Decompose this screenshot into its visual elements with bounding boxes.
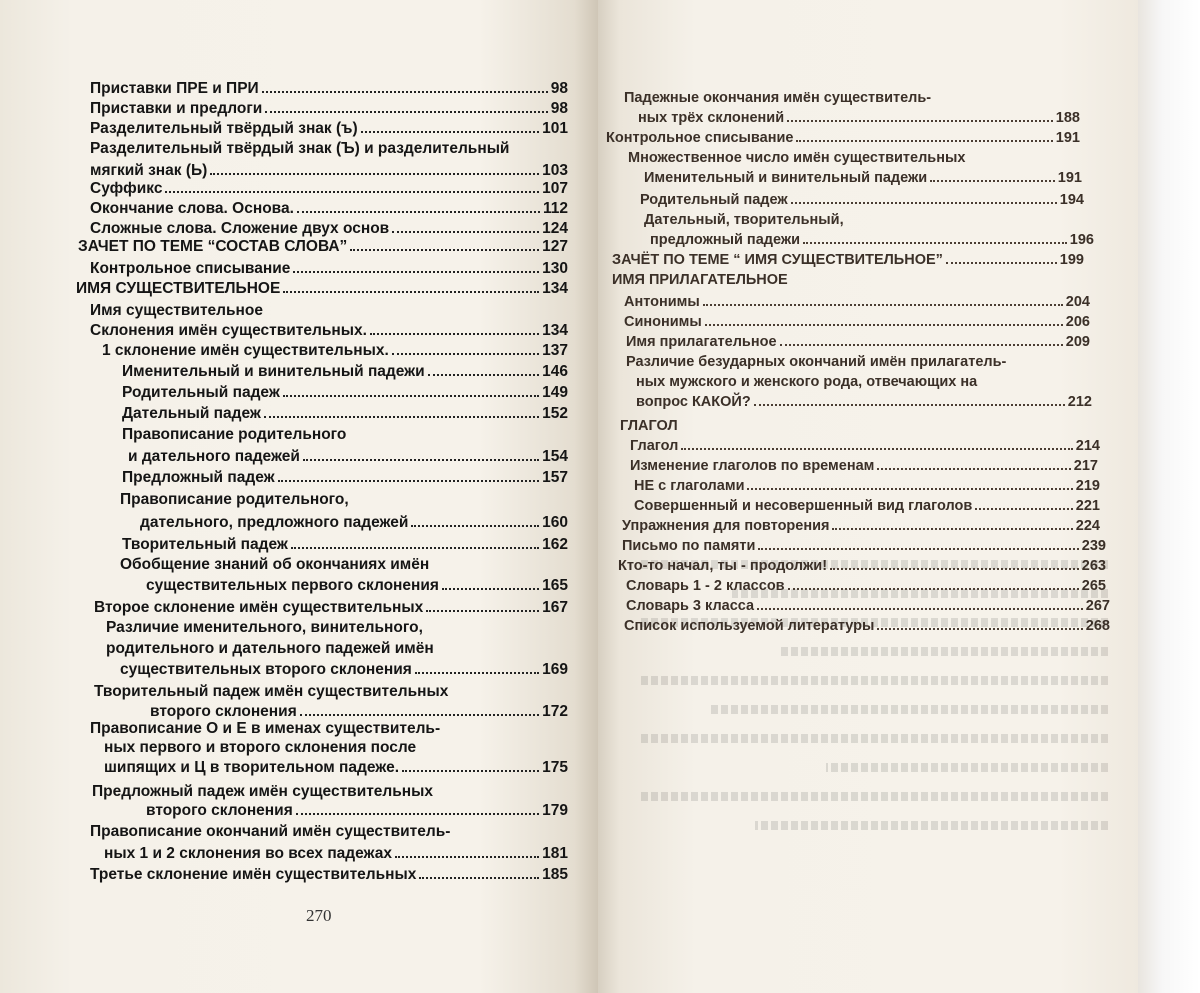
toc-entry xyxy=(146,800,568,821)
dot-leader xyxy=(747,488,1072,490)
toc-entry xyxy=(626,332,1090,353)
toc-entry xyxy=(626,576,1106,597)
toc-entry-title: Совершенный и несовершенный вид глаголов xyxy=(634,498,973,514)
toc-entry-title: Контрольное списывание xyxy=(606,130,794,146)
toc-entry xyxy=(644,210,844,231)
toc-entry xyxy=(90,178,568,199)
dot-leader xyxy=(283,395,539,397)
dot-leader xyxy=(930,180,1055,182)
toc-entry xyxy=(120,554,429,575)
right-page xyxy=(598,0,1138,993)
toc-entry-title: Письмо по памяти xyxy=(622,538,756,554)
toc-entry-title: Список используемой литературы xyxy=(624,618,875,634)
toc-entry-page: 107 xyxy=(542,180,568,197)
toc-entry-page: 101 xyxy=(542,120,568,137)
dot-leader xyxy=(411,525,539,527)
toc-entry-page: 127 xyxy=(542,238,568,255)
toc-entry xyxy=(94,681,448,702)
toc-entry-title: мягкий знак (Ь) xyxy=(90,162,208,179)
toc-entry-title: Различие безударных окончаний имён прилагатель- xyxy=(626,354,1007,370)
toc-entry-page: 103 xyxy=(542,162,568,179)
toc-entry xyxy=(106,617,423,638)
dot-leader xyxy=(703,304,1063,306)
dot-leader xyxy=(278,480,540,482)
toc-entry xyxy=(122,382,568,403)
toc-entry-title: Сложные слова. Сложение двух основ xyxy=(90,220,390,237)
toc-entry-title: НЕ с глаголами xyxy=(634,478,745,494)
toc-entry-page: 267 xyxy=(1085,598,1110,614)
toc-entry xyxy=(104,737,416,758)
toc-entry-page: 221 xyxy=(1075,498,1100,514)
toc-entry-page: 154 xyxy=(542,448,568,465)
dot-leader xyxy=(426,610,539,612)
toc-entry xyxy=(78,236,568,257)
dot-leader xyxy=(419,877,539,879)
dot-leader xyxy=(877,468,1070,470)
toc-entry-page: 134 xyxy=(542,280,568,297)
toc-entry-title: Второе склонение имён существительных xyxy=(94,599,424,616)
toc-entry xyxy=(624,292,1090,313)
left-page xyxy=(0,0,598,993)
toc-entry-title: Дательный, творительный, xyxy=(644,212,844,228)
toc-entry-title: Имя существительное xyxy=(90,302,263,319)
toc-entry xyxy=(94,597,568,618)
dot-leader xyxy=(877,628,1082,630)
toc-entry-page: 146 xyxy=(542,363,568,380)
toc-entry xyxy=(636,392,1092,413)
dot-leader xyxy=(442,588,539,590)
toc-entry xyxy=(622,536,1106,557)
toc-entry xyxy=(122,534,568,555)
toc-entry-title: Третье склонение имён существительных xyxy=(90,866,417,883)
toc-entry-page: 137 xyxy=(542,342,568,359)
dot-leader xyxy=(264,416,539,418)
toc-entry xyxy=(104,843,568,864)
toc-entry-title: второго склонения xyxy=(150,703,297,720)
toc-entry-title: Имя прилагательное xyxy=(626,334,777,350)
toc-entry-title: Приставки и предлоги xyxy=(90,100,263,117)
toc-entry-page: 175 xyxy=(542,759,568,776)
dot-leader xyxy=(415,672,539,674)
dot-leader xyxy=(787,120,1053,122)
toc-entry-page: 112 xyxy=(542,200,568,217)
dot-leader xyxy=(754,404,1065,406)
toc-entry xyxy=(90,98,568,119)
toc-entry xyxy=(612,250,1084,271)
toc-entry xyxy=(128,446,568,467)
toc-entry-page: 169 xyxy=(542,661,568,678)
dot-leader xyxy=(757,608,1083,610)
dot-leader xyxy=(395,856,539,858)
dot-leader xyxy=(300,714,539,716)
dot-leader xyxy=(392,231,539,233)
toc-entry xyxy=(612,270,788,291)
toc-entry-title: ных 1 и 2 склонения во всех падежах xyxy=(104,845,392,862)
toc-entry-title: существительных второго склонения xyxy=(120,661,412,678)
toc-entry xyxy=(122,467,568,488)
dot-leader xyxy=(165,191,539,193)
toc-entry xyxy=(644,168,1082,189)
toc-entry-title: Родительный падеж xyxy=(122,384,280,401)
dot-leader xyxy=(392,353,539,355)
toc-entry-page: 172 xyxy=(542,703,568,720)
toc-entry-title: ных трёх склонений xyxy=(638,110,785,126)
dot-leader xyxy=(830,568,1079,570)
toc-entry-page: 239 xyxy=(1081,538,1106,554)
toc-entry xyxy=(622,516,1100,537)
toc-entry xyxy=(638,108,1080,129)
toc-entry-title: Окончание слова. Основа. xyxy=(90,200,294,217)
toc-entry-page: 165 xyxy=(542,577,568,594)
page-edge xyxy=(1138,0,1200,993)
toc-entry-title: Упражнения для повторения xyxy=(622,518,830,534)
toc-entry-title: Правописание родительного xyxy=(122,426,347,443)
dot-leader xyxy=(210,173,539,175)
toc-entry xyxy=(122,403,568,424)
dot-leader xyxy=(361,131,540,133)
toc-entry xyxy=(76,278,568,299)
toc-entry-page: 152 xyxy=(542,405,568,422)
toc-entry-title: дательного, предложного падежей xyxy=(140,514,409,531)
toc-entry xyxy=(104,757,568,778)
toc-entry xyxy=(640,190,1084,211)
dot-leader xyxy=(946,262,1057,264)
toc-entry-title: Правописание О и Е в именах существитель- xyxy=(90,720,441,737)
toc-entry-title: 1 склонение имён существительных. xyxy=(102,342,389,359)
dot-leader xyxy=(296,813,539,815)
dot-leader xyxy=(297,211,540,213)
toc-entry-page: 162 xyxy=(542,536,568,553)
dot-leader xyxy=(370,333,539,335)
toc-entry xyxy=(92,781,433,802)
toc-entry-title: предложный падежи xyxy=(650,232,801,248)
toc-entry xyxy=(624,616,1110,637)
dot-leader xyxy=(350,249,539,251)
toc-entry-title: Правописание окончаний имён существитель- xyxy=(90,823,451,840)
toc-entry xyxy=(626,352,1006,373)
toc-entry-page: 188 xyxy=(1055,110,1080,126)
toc-entry-title: и дательного падежей xyxy=(128,448,300,465)
toc-entry-page: 134 xyxy=(542,322,568,339)
toc-entry-page: 268 xyxy=(1085,618,1110,634)
toc-entry-title: Разделительный твёрдый знак (Ъ) и разделительный xyxy=(90,140,510,157)
toc-entry-page: 167 xyxy=(542,599,568,616)
toc-entry xyxy=(630,436,1100,457)
toc-entry-title: существительных первого склонения xyxy=(146,577,439,594)
toc-entry xyxy=(102,340,568,361)
toc-entry-title: Падежные окончания имён существитель- xyxy=(624,90,932,106)
toc-entry xyxy=(122,361,568,382)
toc-entry xyxy=(90,300,263,321)
toc-entry-page: 263 xyxy=(1081,558,1106,574)
toc-entry xyxy=(122,424,346,445)
toc-entry xyxy=(634,496,1100,517)
toc-entry-page: 194 xyxy=(1059,192,1084,208)
toc-entry xyxy=(620,416,678,437)
toc-entry-title: Дательный падеж xyxy=(122,405,261,422)
dot-leader xyxy=(791,202,1057,204)
toc-entry-title: ЗАЧЁТ ПО ТЕМЕ “ ИМЯ СУЩЕСТВИТЕЛЬНОЕ” xyxy=(612,252,943,268)
toc-entry-title: Словарь 3 класса xyxy=(626,598,755,614)
toc-entry-title: Изменение глаголов по временам xyxy=(630,458,875,474)
toc-entry-title: Суффикс xyxy=(90,180,163,197)
toc-entry-title: Обобщение знаний об окончаниях имён xyxy=(120,556,430,573)
dot-leader xyxy=(705,324,1063,326)
toc-entry xyxy=(90,258,568,279)
toc-entry-page: 196 xyxy=(1069,232,1094,248)
toc-entry xyxy=(120,489,349,510)
toc-entry xyxy=(606,128,1080,149)
toc-entry-page: 157 xyxy=(542,469,568,486)
toc-entry xyxy=(140,512,568,533)
toc-entry xyxy=(630,456,1098,477)
toc-entry-title: второго склонения xyxy=(146,802,293,819)
toc-entry-title: Именительный и винительный падежи xyxy=(644,170,928,186)
toc-entry-title: ных мужского и женского рода, отвечающих на xyxy=(636,374,978,390)
toc-entry-page: 206 xyxy=(1065,314,1090,330)
toc-entry xyxy=(90,864,568,885)
toc-entry-page: 98 xyxy=(550,80,568,97)
dot-leader xyxy=(681,448,1072,450)
toc-entry-page: 191 xyxy=(1057,170,1082,186)
toc-entry xyxy=(90,78,568,99)
toc-entry-title: Словарь 1 - 2 классов xyxy=(626,578,785,594)
toc-entry-title: Антонимы xyxy=(624,294,700,310)
toc-entry-title: Родительный падеж xyxy=(640,192,788,208)
toc-entry-title: Кто-то начал, ты - продолжи! xyxy=(618,558,828,574)
toc-entry-title: Творительный падеж имён существительных xyxy=(94,683,449,700)
toc-entry-page: 130 xyxy=(542,260,568,277)
toc-entry xyxy=(90,320,568,341)
toc-entry-page: 219 xyxy=(1075,478,1100,494)
dot-leader xyxy=(780,344,1063,346)
page-number: 270 xyxy=(306,906,332,925)
toc-entry-title: Предложный падеж имён существительных xyxy=(92,783,434,800)
toc-entry xyxy=(628,148,965,169)
toc-entry-title: Именительный и винительный падежи xyxy=(122,363,425,380)
toc-entry xyxy=(636,372,977,393)
toc-entry xyxy=(90,138,509,159)
toc-entry xyxy=(90,198,568,219)
toc-entry-page: 179 xyxy=(542,802,568,819)
toc-entry-page: 191 xyxy=(1055,130,1080,146)
dot-leader xyxy=(303,459,539,461)
toc-entry xyxy=(90,821,450,842)
toc-entry-title: Творительный падеж xyxy=(122,536,288,553)
dot-leader xyxy=(283,291,539,293)
toc-entry-page: 160 xyxy=(542,514,568,531)
toc-entry-page: 98 xyxy=(550,100,568,117)
toc-entry xyxy=(90,718,440,739)
toc-entry-title: Склонения имён существительных. xyxy=(90,322,367,339)
dot-leader xyxy=(975,508,1073,510)
toc-entry-page: 224 xyxy=(1075,518,1100,534)
dot-leader xyxy=(796,140,1052,142)
toc-entry-page: 149 xyxy=(542,384,568,401)
toc-entry xyxy=(146,575,568,596)
toc-entry-page: 181 xyxy=(542,845,568,862)
toc-entry-page: 212 xyxy=(1067,394,1092,410)
toc-entry xyxy=(626,596,1110,617)
dot-leader xyxy=(803,242,1067,244)
toc-entry-page: 204 xyxy=(1065,294,1090,310)
toc-entry xyxy=(90,118,568,139)
toc-entry xyxy=(634,476,1100,497)
toc-entry-page: 185 xyxy=(542,866,568,883)
toc-entry-title: вопрос КАКОЙ? xyxy=(636,394,751,410)
dot-leader xyxy=(428,374,539,376)
dot-leader xyxy=(262,91,548,93)
toc-entry-title: Глагол xyxy=(630,438,679,454)
toc-entry-title: Приставки ПРЕ и ПРИ xyxy=(90,80,259,97)
toc-entry-title: Множественное число имён существительных xyxy=(628,150,966,166)
toc-entry xyxy=(106,638,434,659)
dot-leader xyxy=(788,588,1079,590)
toc-entry xyxy=(624,88,931,109)
toc-entry-page: 209 xyxy=(1065,334,1090,350)
toc-entry-title: родительного и дательного падежей имён xyxy=(106,640,434,657)
toc-entry-title: ГЛАГОЛ xyxy=(620,418,678,434)
toc-entry-page: 124 xyxy=(542,220,568,237)
dot-leader xyxy=(832,528,1072,530)
dot-leader xyxy=(293,271,539,273)
toc-entry-title: ИМЯ СУЩЕСТВИТЕЛЬНОЕ xyxy=(76,280,281,297)
toc-entry-title: ных первого и второго склонения после xyxy=(104,739,417,756)
toc-entry-title: шипящих и Ц в творительном падеже. xyxy=(104,759,399,776)
toc-entry-title: ЗАЧЕТ ПО ТЕМЕ “СОСТАВ СЛОВА” xyxy=(78,238,348,255)
toc-entry-page: 265 xyxy=(1081,578,1106,594)
dot-leader xyxy=(402,770,539,772)
toc-entry xyxy=(624,312,1090,333)
dot-leader xyxy=(291,547,539,549)
toc-entry-title: Правописание родительного, xyxy=(120,491,349,508)
toc-entry-title: Предложный падеж xyxy=(122,469,275,486)
toc-entry-title: Разделительный твёрдый знак (ъ) xyxy=(90,120,358,137)
toc-entry-page: 214 xyxy=(1075,438,1100,454)
toc-entry-title: ИМЯ ПРИЛАГАТЕЛЬНОЕ xyxy=(612,272,788,288)
toc-entry xyxy=(618,556,1106,577)
toc-entry-title: Различие именительного, винительного, xyxy=(106,619,423,636)
toc-entry-title: Контрольное списывание xyxy=(90,260,291,277)
toc-entry-title: Синонимы xyxy=(624,314,702,330)
toc-entry xyxy=(650,230,1094,251)
toc-entry xyxy=(120,659,568,680)
dot-leader xyxy=(265,111,547,113)
dot-leader xyxy=(758,548,1078,550)
toc-entry-page: 199 xyxy=(1059,252,1084,268)
toc-entry-page: 217 xyxy=(1073,458,1098,474)
